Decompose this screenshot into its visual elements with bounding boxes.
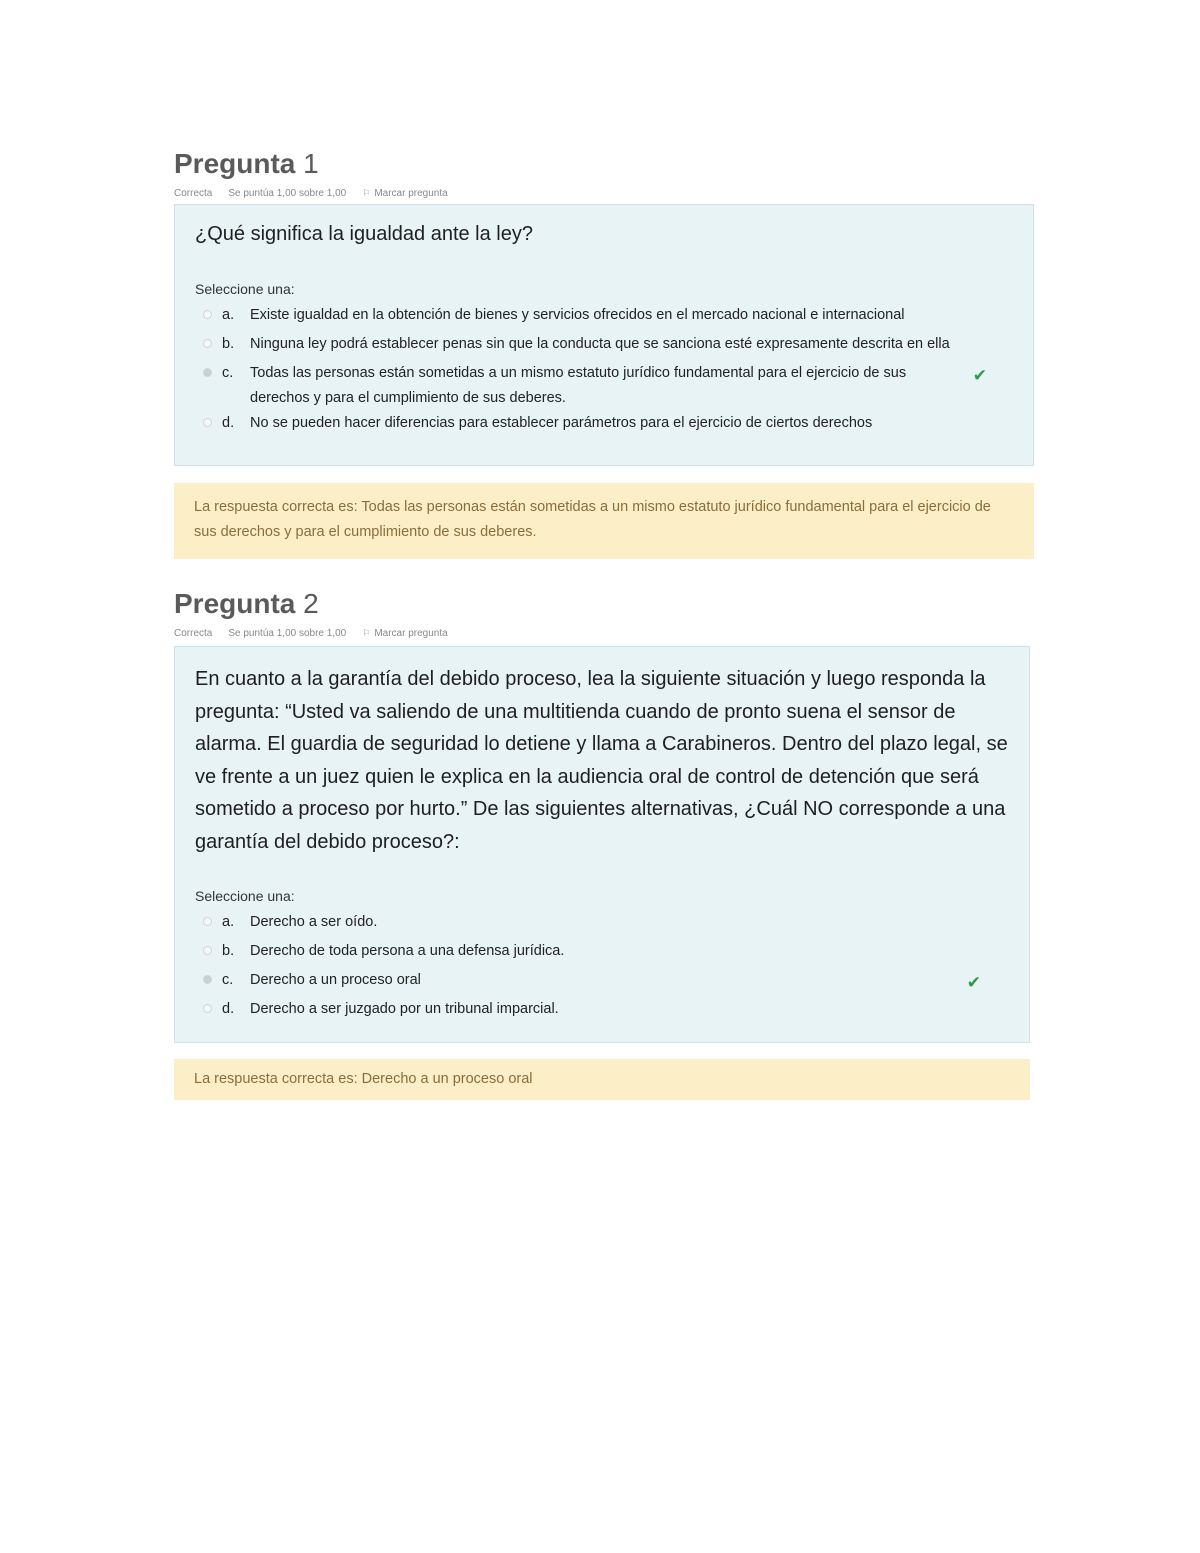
radio-button[interactable] bbox=[203, 946, 212, 955]
answer-list bbox=[195, 303, 1013, 440]
question-meta bbox=[174, 186, 1034, 200]
select-prompt: Seleccione una: bbox=[195, 888, 295, 904]
score-label: Se puntúa 1,00 sobre 1,00 bbox=[228, 627, 347, 639]
question-text: En cuanto a la garantía del debido proceso, lea la siguiente situación y luego responda la pregunta: “Usted va saliendo de una multitienda cuando de pronto suena el sensor de alarma. El guardia de seguridad lo detiene y llama a Carabineros. Dentro del plazo legal, se ve frente a un juez quien le explica en la audiencia oral de control de detención que será sometido a proceso por hurto.” De las siguientes alternativas, ¿Cuál NO corresponde a una garantía del debido proceso?: bbox=[195, 668, 1008, 853]
status-label: Correcta bbox=[174, 627, 213, 639]
answer-list bbox=[195, 910, 1009, 1026]
answer-option[interactable]: b. Ninguna ley podrá establecer penas sin que la conducta que se sanciona esté expresamente descrita en ella bbox=[195, 332, 1013, 361]
question-2 bbox=[174, 588, 1030, 1043]
answer-option[interactable]: d. Derecho a ser juzgado por un tribunal imparcial. bbox=[195, 997, 1009, 1026]
flag-icon: ⚐ bbox=[362, 627, 371, 638]
answer-option-selected[interactable]: c. Todas las personas están sometidas a un mismo estatuto jurídico fundamental para el ejercicio de sus derechos y para el cumplimiento de sus deberes. ✔ bbox=[195, 361, 1013, 411]
question-box bbox=[174, 204, 1034, 466]
answer-option[interactable]: a. Derecho a ser oído. bbox=[195, 910, 1009, 939]
score-label: Se puntúa 1,00 sobre 1,00 bbox=[228, 187, 347, 199]
question-text: ¿Qué significa la igualdad ante la ley? bbox=[195, 223, 533, 245]
question-title: Pregunta 1 bbox=[174, 148, 319, 179]
check-icon: ✔ bbox=[966, 973, 981, 992]
question-1 bbox=[174, 148, 1034, 466]
radio-button-checked[interactable] bbox=[203, 975, 212, 984]
select-prompt: Seleccione una: bbox=[195, 281, 295, 297]
radio-button[interactable] bbox=[203, 310, 212, 319]
question-meta bbox=[174, 626, 1030, 640]
radio-button[interactable] bbox=[203, 418, 212, 427]
radio-button[interactable] bbox=[203, 339, 212, 348]
radio-button[interactable] bbox=[203, 917, 212, 926]
answer-option[interactable]: b. Derecho de toda persona a una defensa jurídica. bbox=[195, 939, 1009, 968]
answer-option-selected[interactable]: c. Derecho a un proceso oral ✔ bbox=[195, 968, 1009, 997]
question-title: Pregunta 2 bbox=[174, 588, 319, 619]
correct-answer-feedback: La respuesta correcta es: Todas las personas están sometidas a un mismo estatuto jurídico fundamental para el ejercicio de sus derechos y para el cumplimiento de sus deberes. bbox=[174, 483, 1034, 559]
question-box bbox=[174, 646, 1030, 1043]
flag-question-link[interactable]: ⚐ Marcar pregunta bbox=[362, 187, 448, 199]
answer-option[interactable]: a. Existe igualdad en la obtención de bienes y servicios ofrecidos en el mercado nacional e internacional bbox=[195, 303, 1013, 332]
radio-button-checked[interactable] bbox=[203, 368, 212, 377]
status-label: Correcta bbox=[174, 187, 213, 199]
correct-answer-feedback: La respuesta correcta es: Derecho a un proceso oral bbox=[174, 1059, 1030, 1100]
flag-question-link[interactable]: ⚐ Marcar pregunta bbox=[362, 627, 448, 639]
answer-option[interactable]: d. No se pueden hacer diferencias para establecer parámetros para el ejercicio de ciertos derechos bbox=[195, 411, 1013, 440]
check-icon: ✔ bbox=[972, 366, 987, 385]
flag-icon: ⚐ bbox=[362, 187, 371, 198]
radio-button[interactable] bbox=[203, 1004, 212, 1013]
